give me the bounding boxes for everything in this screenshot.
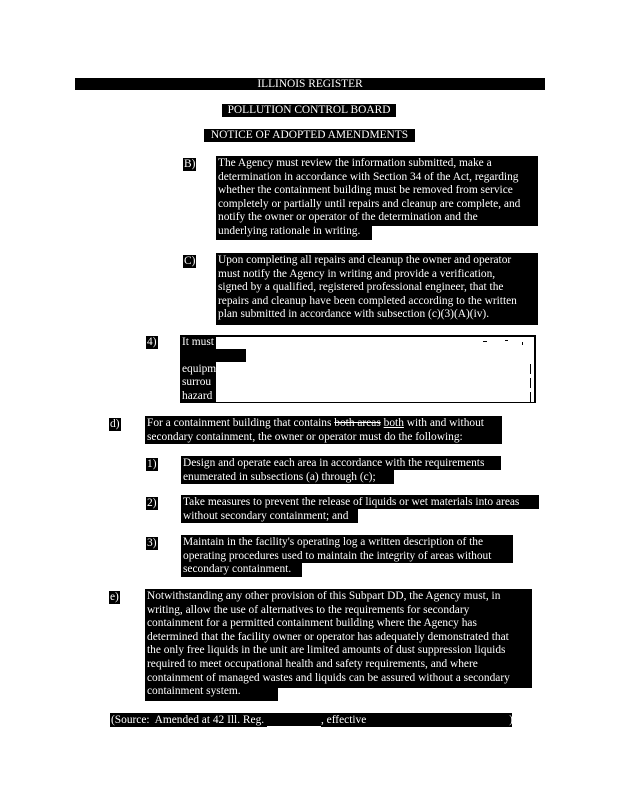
source-note <box>110 713 512 727</box>
register-title: ILLINOIS REGISTER <box>257 78 363 90</box>
text-line: the only free liquids in the unit are limited amounts of dust suppression liquids <box>147 644 506 657</box>
source-close: ) <box>509 714 513 726</box>
speck <box>530 392 531 402</box>
notice-title: NOTICE OF ADOPTED AMENDMENTS <box>204 129 415 142</box>
item-b-whitespace <box>372 226 538 240</box>
text-line: Maintain in the facility's operating log a written description of the <box>183 536 484 548</box>
deleted-text: both areas <box>334 417 381 429</box>
text-line: secondary containment, the owner or operator must do the following: <box>147 430 463 443</box>
text-line: Notwithstanding any other provision of this Subpart DD, the Agency must, in <box>147 590 501 602</box>
redaction-gap <box>216 362 534 402</box>
text-line: Design and operate each area in accordance with the requirements <box>183 457 485 469</box>
text-run: with and without <box>403 417 484 429</box>
text-line: operating procedures used to maintain the integrity of areas without <box>183 549 492 562</box>
item-d-text <box>145 416 502 444</box>
text-line: enumerated in subsections (a) through (c); <box>183 470 376 483</box>
text-line: underlying rationale in writing. <box>218 224 361 237</box>
item-d1-whitespace <box>394 470 501 484</box>
text-line: repairs and cleanup have been completed according to the written <box>218 294 517 307</box>
item-c-text <box>216 253 538 325</box>
text-line: without secondary containment; and <box>183 509 349 522</box>
text-line: containment for a permitted containment building where the Agency has <box>147 617 477 630</box>
text-line: equipm <box>182 362 217 375</box>
text-line: secondary containment. <box>183 563 292 576</box>
text-line: containment of managed wastes and liquids can be assured without a secondary <box>147 671 510 684</box>
text-line: determination in accordance with Section 34 of the Act, regarding <box>218 170 519 183</box>
inserted-text: both <box>383 417 404 429</box>
text-line: completely or partially until repairs and cleanup are complete, and <box>218 197 521 210</box>
item-d1-label: 1) <box>147 458 157 470</box>
text-line: whether the containment building must be removed from service <box>218 184 513 197</box>
item-d-label: d) <box>110 418 120 430</box>
redaction-gap <box>246 349 534 363</box>
item-d2-whitespace <box>358 509 539 523</box>
text-line: surrou <box>182 376 212 389</box>
text-line: containment system. <box>147 685 241 698</box>
text-line <box>147 417 500 431</box>
text-run: For a containment building that contains <box>147 417 335 429</box>
text-line: must notify the Agency in writing and provide a verification, <box>218 267 496 280</box>
register-bar <box>75 78 545 90</box>
text-line: signed by a qualified, registered professional engineer, that the <box>218 281 504 294</box>
item-d2-label: 2) <box>147 497 157 509</box>
register-page-blank <box>267 715 321 727</box>
text-line: notify the owner or operator of the determination and the <box>218 211 478 224</box>
board-title: POLLUTION CONTROL BOARD <box>222 104 396 117</box>
speck <box>483 341 487 342</box>
source-prefix: (Source: Amended at 42 Ill. Reg. <box>111 714 267 726</box>
text-line: Take measures to prevent the release of liquids or wet materials into areas <box>183 496 520 508</box>
item-e-text <box>145 589 532 701</box>
item-c-label: C) <box>184 255 196 267</box>
text-line: writing, allow the use of alternatives to the requirements for secondary <box>147 603 470 616</box>
text-line: hazard <box>182 389 213 402</box>
text-line: Upon completing all repairs and cleanup the owner and operator <box>218 254 512 266</box>
text-line: It must <box>182 336 214 348</box>
text-line: required to meet occupational health and safety requirements, and where <box>147 657 478 670</box>
text-line: determined that the facility owner or operator has adequately demonstrated that <box>147 630 509 643</box>
speck <box>522 342 523 345</box>
item-e-whitespace <box>278 688 532 701</box>
item-4-label: 4) <box>147 336 157 348</box>
item-d3-label: 3) <box>147 537 157 549</box>
item-b-label: B) <box>184 158 196 170</box>
redaction-gap <box>216 337 534 349</box>
speck <box>530 378 531 388</box>
item-d3-whitespace <box>302 563 513 577</box>
source-effective: , effective <box>320 714 370 726</box>
text-line: The Agency must review the information submitted, make a <box>218 157 492 169</box>
speck <box>505 340 508 341</box>
speck <box>530 364 531 374</box>
item-e-label: e) <box>110 591 119 603</box>
text-line: plan submitted in accordance with subsection (c)(3)(A)(iv). <box>218 308 490 321</box>
